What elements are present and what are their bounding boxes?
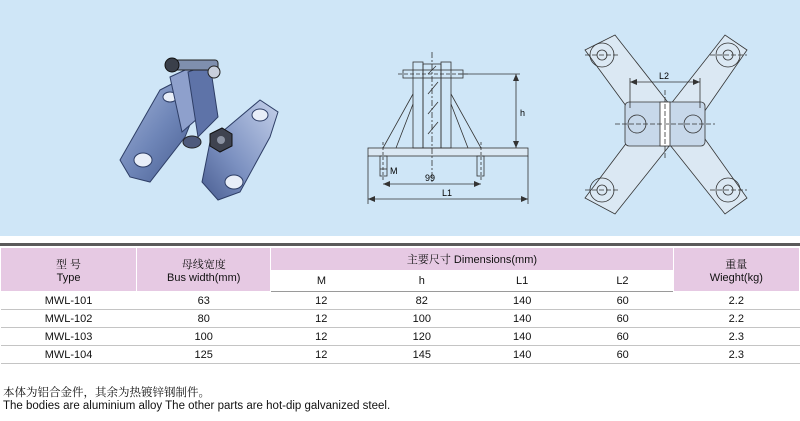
cell-bus: 100 [137,328,271,346]
dim-l1-label: L1 [442,188,453,198]
cell-m: 12 [271,328,372,346]
subheader-l1: L1 [472,271,572,292]
header-type-cn: 型 号 [56,258,82,271]
cell-l1: 140 [472,346,572,364]
cell-l2: 60 [572,346,673,364]
cell-l2: 60 [572,310,673,328]
cell-weight: 2.2 [673,310,799,328]
product-photo [110,42,290,212]
material-note-en: The bodies are aluminium alloy The other parts are hot-dip galvanized steel. [3,400,391,412]
header-type [1,248,137,292]
table-row [1,292,800,310]
header-weight-en: Wieght(kg) [709,271,763,284]
cell-l1: 140 [472,292,572,310]
spec-table [0,247,800,364]
cell-h: 82 [372,292,472,310]
cell-m: 12 [271,292,372,310]
dim-99-label: 99 [425,173,436,183]
header-weight-cn: 重量 [725,258,748,271]
cell-m: 12 [271,346,372,364]
cell-h: 100 [372,310,472,328]
table-row [1,328,800,346]
subheader-m: M [271,271,372,292]
dim-m-label: M [390,166,398,176]
table-header-row [1,248,800,271]
header-dimensions: 主要尺寸 Dimensions(mm) [271,248,673,271]
cell-type: MWL-103 [1,328,137,346]
material-note-cn: 本体为铝合金件，其余为热镀锌钢制件。 [3,387,210,399]
cell-bus: 125 [137,346,271,364]
header-bus-cn: 母线宽度 [181,258,226,271]
cell-h: 120 [372,328,472,346]
cell-l1: 140 [472,328,572,346]
subheader-h: h [372,271,472,292]
header-bus-width [137,248,271,292]
header-divider-bar [0,243,800,246]
header-bus-en: Bus width(mm) [167,271,241,284]
cell-bus: 63 [137,292,271,310]
cell-weight: 2.3 [673,346,799,364]
cell-weight: 2.2 [673,292,799,310]
top-view-drawing [575,30,755,220]
dim-l2-label: L2 [659,71,670,81]
table-row [1,310,800,328]
cell-type: MWL-102 [1,310,137,328]
side-view-drawing [358,44,533,214]
table-row [1,346,800,364]
cell-m: 12 [271,310,372,328]
header-weight [673,248,799,292]
cell-type: MWL-104 [1,346,137,364]
cell-weight: 2.3 [673,328,799,346]
header-type-en: Type [56,271,81,284]
cell-type: MWL-101 [1,292,137,310]
cell-l1: 140 [472,310,572,328]
cell-l2: 60 [572,292,673,310]
cell-h: 145 [372,346,472,364]
subheader-l2: L2 [572,271,673,292]
cell-l2: 60 [572,328,673,346]
dim-h-label: h [520,108,526,118]
cell-bus: 80 [137,310,271,328]
